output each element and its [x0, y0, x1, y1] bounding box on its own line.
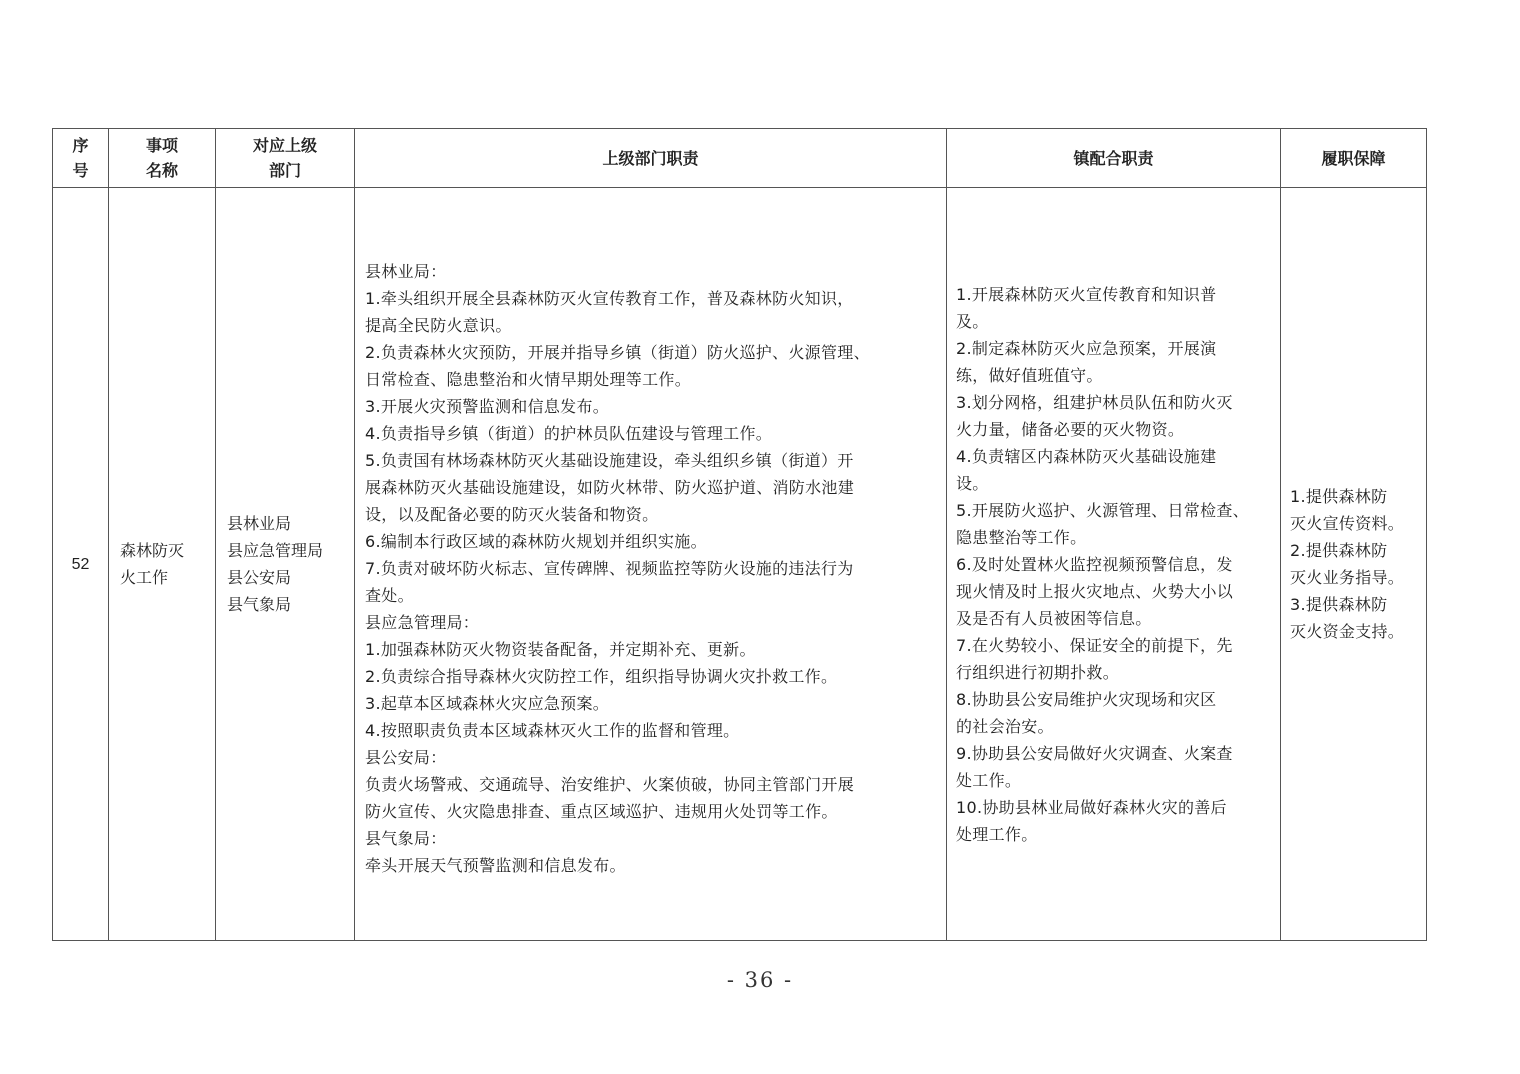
town-duty-line: 及。: [956, 311, 989, 331]
upper-duty-line: 展森林防灭火基础设施建设，如防火林带、防火巡护道、消防水池建: [365, 477, 855, 497]
row-item-name: [109, 188, 216, 941]
town-duty-line: 7.在火势较小、保证安全的前提下，先: [956, 635, 1233, 655]
upper-duty-line: 2.负责综合指导森林火灾防控工作，组织指导协调火灾扑救工作。: [365, 666, 838, 686]
header-row: [53, 129, 1427, 188]
town-duty-line: 1.开展森林防灭火宣传教育和知识普: [956, 284, 1217, 304]
row-town-duties: [947, 188, 1281, 941]
upper-duty-line: 负责火场警戒、交通疏导、治安维护、火案侦破，协同主管部门开展: [365, 774, 855, 794]
duty-table: [52, 128, 1427, 941]
header-seq: 序 号: [53, 129, 109, 188]
town-duty-line: 6.及时处置林火监控视频预警信息，发: [956, 554, 1233, 574]
item-name-line: 森林防灭: [120, 541, 185, 560]
table-row: [53, 188, 1427, 941]
upper-duty-line: 1.加强森林防灭火物资装备配备，并定期补充、更新。: [365, 639, 756, 659]
upper-duty-line: 6.编制本行政区域的森林防火规划并组织实施。: [365, 531, 707, 551]
town-duty-line: 处工作。: [956, 770, 1022, 790]
town-duty-line: 3.划分网格，组建护林员队伍和防火灭: [956, 392, 1233, 412]
town-duty-line: 2.制定森林防灭火应急预案，开展演: [956, 338, 1217, 358]
upper-duty-line: 查处。: [365, 585, 414, 605]
header-superior-dept: 对应上级 部门: [216, 129, 355, 188]
upper-duty-line: 7.负责对破坏防火标志、宣传碑牌、视频监控等防火设施的违法行为: [365, 558, 854, 578]
upper-duty-line: 5.负责国有林场森林防灭火基础设施建设，牵头组织乡镇（街道）开: [365, 450, 854, 470]
town-duty-line: 10.协助县林业局做好森林火灾的善后: [956, 797, 1227, 817]
dept-line: 县应急管理局: [227, 541, 324, 560]
town-duty-line: 练，做好值班值守。: [956, 365, 1103, 385]
upper-duty-line: 3.开展火灾预警监测和信息发布。: [365, 396, 610, 416]
dept-line: 县公安局: [227, 568, 292, 587]
row-seq: 52: [53, 188, 109, 941]
upper-duty-line: 县林业局：: [365, 261, 447, 281]
town-duty-line: 隐患整治等工作。: [956, 527, 1087, 547]
header-item-name: 事项 名称: [109, 129, 216, 188]
guarantee-line: 3.提供森林防: [1290, 595, 1388, 614]
town-duty-line: 火力量，储备必要的灭火物资。: [956, 419, 1185, 439]
guarantee-line: 2.提供森林防: [1290, 541, 1388, 560]
item-name-line: 火工作: [120, 568, 169, 587]
row-guarantee: [1281, 188, 1427, 941]
town-duty-line: 4.负责辖区内森林防灭火基础设施建: [956, 446, 1217, 466]
upper-duty-line: 县公安局：: [365, 747, 447, 767]
header-guarantee: 履职保障: [1281, 129, 1427, 188]
upper-duty-line: 1.牵头组织开展全县森林防灭火宣传教育工作，普及森林防火知识，: [365, 288, 854, 308]
upper-duty-line: 3.起草本区域森林火灾应急预案。: [365, 693, 610, 713]
upper-duty-line: 提高全民防火意识。: [365, 315, 512, 335]
upper-duty-line: 设，以及配备必要的防灭火装备和物资。: [365, 504, 659, 524]
row-superior-depts: [216, 188, 355, 941]
header-town-duties: 镇配合职责: [947, 129, 1281, 188]
dept-line: 县气象局: [227, 595, 292, 614]
upper-duty-line: 防火宣传、火灾隐患排查、重点区域巡护、违规用火处罚等工作。: [365, 801, 838, 821]
upper-duty-line: 县气象局：: [365, 828, 447, 848]
guarantee-line: 灭火宣传资料。: [1290, 514, 1405, 533]
town-duty-line: 8.协助县公安局维护火灾现场和灾区: [956, 689, 1217, 709]
guarantee-line: 灭火资金支持。: [1290, 622, 1405, 641]
guarantee-line: 1.提供森林防: [1290, 487, 1388, 506]
guarantee-line: 灭火业务指导。: [1290, 568, 1405, 587]
upper-duty-line: 日常检查、隐患整治和火情早期处理等工作。: [365, 369, 692, 389]
upper-duty-line: 4.按照职责负责本区域森林灭火工作的监督和管理。: [365, 720, 740, 740]
town-duty-line: 9.协助县公安局做好火灾调查、火案查: [956, 743, 1233, 763]
town-duty-line: 现火情及时上报火灾地点、火势大小以: [956, 581, 1234, 601]
town-duty-line: 处理工作。: [956, 824, 1038, 844]
dept-line: 县林业局: [227, 514, 292, 533]
upper-duty-line: 2.负责森林火灾预防，开展并指导乡镇（街道）防火巡护、火源管理、: [365, 342, 870, 362]
town-duty-line: 及是否有人员被困等信息。: [956, 608, 1152, 628]
town-duty-line: 设。: [956, 473, 989, 493]
header-superior-duties: 上级部门职责: [355, 129, 947, 188]
upper-duty-line: 4.负责指导乡镇（街道）的护林员队伍建设与管理工作。: [365, 423, 773, 443]
town-duty-line: 的社会治安。: [956, 716, 1054, 736]
town-duty-line: 5.开展防火巡护、火源管理、日常检查、: [956, 500, 1249, 520]
town-duty-line: 行组织进行初期扑救。: [956, 662, 1120, 682]
page-number: - 36 -: [726, 968, 794, 992]
row-superior-duties: [355, 188, 947, 941]
upper-duty-line: 牵头开展天气预警监测和信息发布。: [365, 855, 626, 875]
upper-duty-line: 县应急管理局：: [365, 612, 480, 632]
